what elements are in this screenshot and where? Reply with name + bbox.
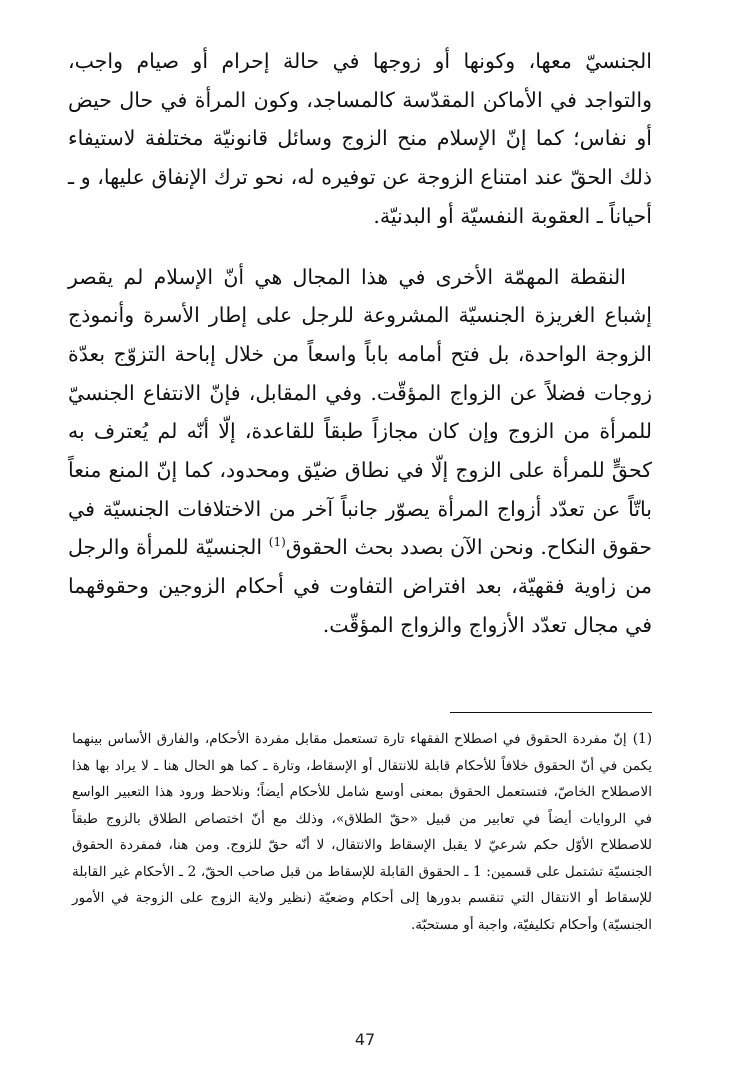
paragraph-2-text-end: الجنسيّة للمرأة والرجل من زاوية فقهيّة، بعد افتراض التفاوت في أحكام الزوجين وحقوقهما في مجال تعدّد الأزواج والزواج المؤقّت. xyxy=(68,535,652,637)
footnote-text: إنّ مفردة الحقوق في اصطلاح الفقهاء تارة تستعمل مقابل مفردة الأحكام، والفارق الأساس بينهما يكمن في أنّ الحقوق خلافاً للأحكام قابلة للانتقال أو الإسقاط، وتارة ـ كما هو الحال هنا ـ لا يراد بها هذا الاصطلاح الخاصّ، فتستعمل الحقوق بمعنى أوسع شامل للأحكام أيضاً؛ ونلاحظ ورود هذا التعبير الواسع في الروايات أيضاً في تعابير من قبيل «حقّ الطلاق»، وذلك مع أنّ اختصاص الطلاق بالزوج طبقاً للاصطلاح الأوّل حكم شرعيّ لا يقبل الإسقاط والانتقال، لا أنّه حقّ للزوج. ومن هنا، فمفردة الحقوق الجنسيّة تشتمل على قسمين: 1 ـ الحقوق القابلة للإسقاط من قبل صاحب الحقّ، 2 ـ الأحكام غير القابلة للإسقاط أو الانتقال التي تنقسم بدورها إلى أحكام وضعيّة (نظير ولاية الزوج على الزوجة في الأمور الجنسيّة) وأحكام تكليفيّة، واجبة أو مستحبّة. xyxy=(72,731,652,933)
footnote-1 xyxy=(72,726,652,938)
footnote-marker: (1) xyxy=(632,731,652,747)
page-number: 47 xyxy=(354,1030,376,1049)
footnotes-section xyxy=(72,726,652,938)
footnote-reference[interactable]: (1) xyxy=(268,535,286,550)
main-text xyxy=(68,42,652,645)
paragraph-2-text-start: النقطة المهمّة الأخرى في هذا المجال هي أنّ الإسلام لم يقصر إشباع الغريزة الجنسيّة المشروعة للرجل على إطار الأسرة وأنموذج الزوجة الواحدة، بل فتح أمامه باباً واسعاً من خلال إباحة التزوّج بعدّة زوجات فضلاً عن الزواج المؤقّت. وفي المقابل، فإنّ الانتفاع الجنسيّ للمرأة من الزوج وإن كان مجازاً طبقاً للقاعدة، إلّا أنّه لم يُعترف به كحقٍّ للمرأة على الزوج إلّا في نطاق ضيّق ومحدود، كما إنّ المنع منعاً باتّاً عن تعدّد أزواج المرأة يصوّر جانباً آخر من الاختلافات الجنسيّة في حقوق النكاح. ونحن الآن بصدد بحث الحقوق xyxy=(68,264,652,560)
paragraph-1: الجنسيّ معها، وكونها أو زوجها في حالة إحرام أو صيام واجب، والتواجد في الأماكن المقدّسة كالمساجد، وكون المرأة في حال حيض أو نفاس؛ كما إنّ الإسلام منح الزوج وسائل قانونيّة مختلفة لاستيفاء ذلك الحقّ عند امتناع الزوجة عن توفيره له، نحو ترك الإنفاق عليها، و ـ أحياناً ـ العقوبة النفسيّة أو البدنيّة. xyxy=(68,49,652,228)
footnote-separator xyxy=(450,712,652,713)
paragraph-2 xyxy=(68,258,652,645)
